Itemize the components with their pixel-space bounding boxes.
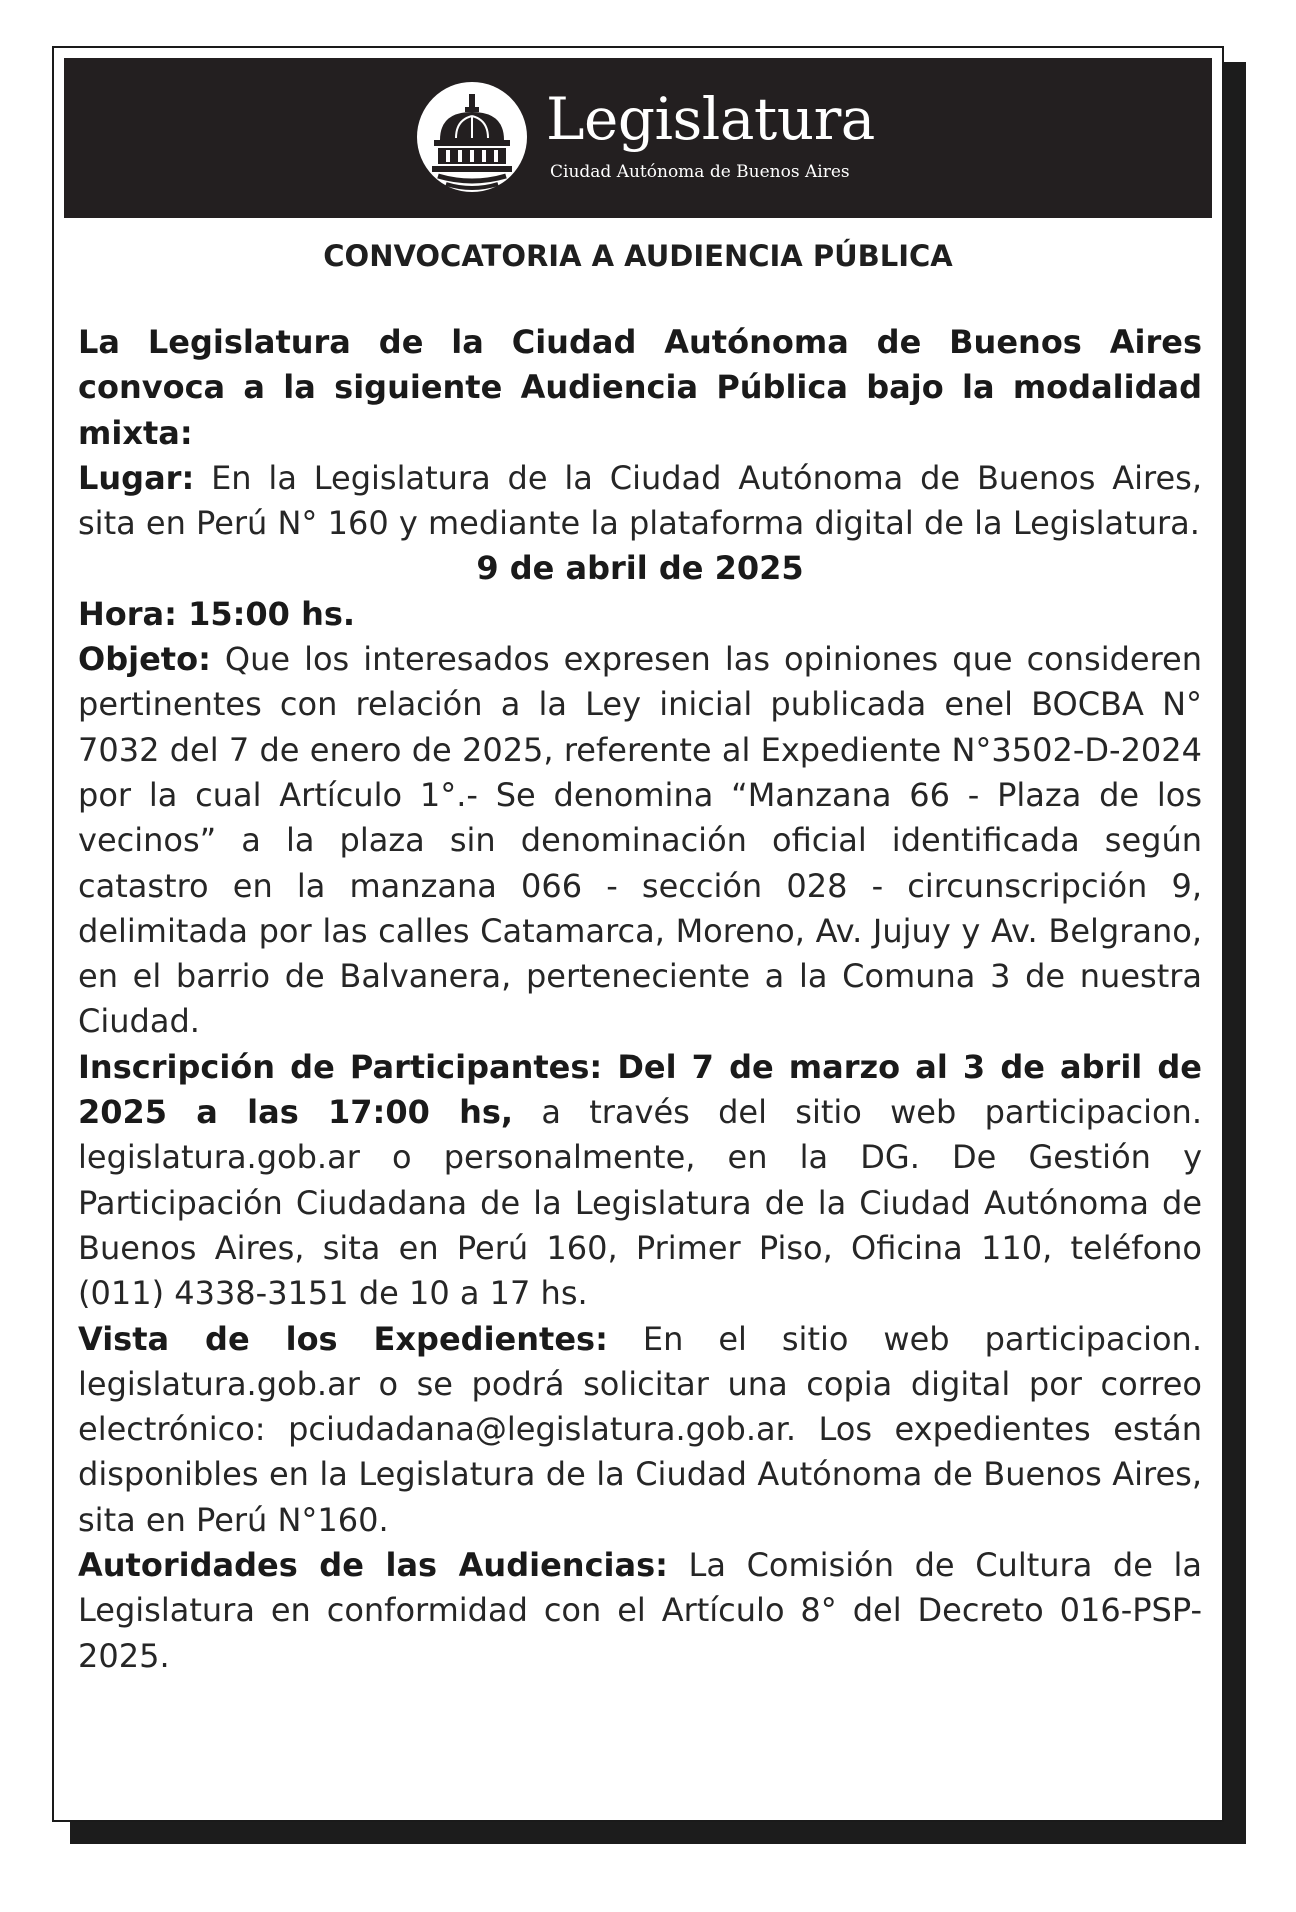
logo-subtitle: Ciudad Autónoma de Buenos Aires: [550, 162, 850, 182]
lugar-text: En la Legislatura de la Ciudad Autónoma de Buenos Aires, sita en Perú N° 160 y mediante la plataforma digital de la Legislatura.: [78, 458, 1202, 543]
event-date: 9 de abril de 2025: [476, 549, 804, 588]
logo-title: Legislatura: [546, 85, 875, 153]
legislature-dome-icon: [416, 74, 528, 200]
autoridades-paragraph: [78, 1543, 1202, 1679]
lugar-paragraph: [78, 456, 1202, 547]
inscripcion-text: a través del sitio web participacion. legislatura.gob.ar o personalmente, en la DG. De Gestión y Participación Ciudadana de la Legislatura de la Ciudad Autónoma de Buenos Aires, sita en Perú 160, Primer Piso, Oficina 110, teléfono (011) 4338-3151 de 10 a 17 hs.: [78, 1093, 1203, 1313]
hora-paragraph: [78, 592, 1202, 637]
notice-heading: CONVOCATORIA A AUDIENCIA PÚBLICA: [323, 239, 953, 273]
notice-body: [78, 320, 1202, 1679]
autoridades-label: Autoridades de las Audiencias:: [78, 1546, 668, 1585]
objeto-label: Objeto:: [78, 640, 211, 679]
header-banner: [64, 58, 1212, 218]
objeto-text: Que los interesados expresen las opiniones que consideren pertinentes con relación a la Ley inicial publicada enel BOCBA N° 7032 del 7 de enero de 2025, referente al Expediente N°3502-D-2024 por la cual Artículo 1°.- Se denomina “Manzana 66 - Plaza de los vecinos” a la plaza sin denominación oficial identificada según catastro en la manzana 066 - sección 028 - circunscripción 9, delimitada por las calles Catamarca, Moreno, Av. Jujuy y Av. Belgrano, en el barrio de Balvanera, perteneciente a la Comuna 3 de nuestra Ciudad.: [78, 640, 1202, 1041]
vista-text: En el sitio web participacion. legislatura.gob.ar o se podrá solicitar una copia digital por correo electrónico: pciudadana@legislatura.gob.ar. Los expedientes están disponibles en la Legislatura de la Ciudad Autónoma de Buenos Aires, sita en Perú N°160.: [78, 1319, 1203, 1539]
inscripcion-label: Inscripción de Participantes: Del 7 de marzo al 3 de abril de 2025 a las 17:00 hs,: [78, 1047, 1202, 1132]
vista-label: Vista de los Expedientes:: [78, 1319, 608, 1358]
notice-frame: [52, 46, 1224, 1822]
autoridades-text: La Comisión de Cultura de la Legislatura en conformidad con el Artículo 8° del Decreto 016-PSP-2025.: [78, 1546, 1203, 1675]
vista-paragraph: [78, 1317, 1202, 1543]
lugar-label: Lugar:: [78, 458, 195, 497]
intro-paragraph: La Legislatura de la Ciudad Autónoma de Buenos Aires convoca a la siguiente Audiencia Pública bajo la modalidad mixta:: [78, 323, 1202, 452]
hora-text: Hora: 15:00 hs.: [78, 594, 356, 633]
inscripcion-paragraph: [78, 1045, 1202, 1317]
objeto-paragraph: [78, 637, 1202, 1045]
